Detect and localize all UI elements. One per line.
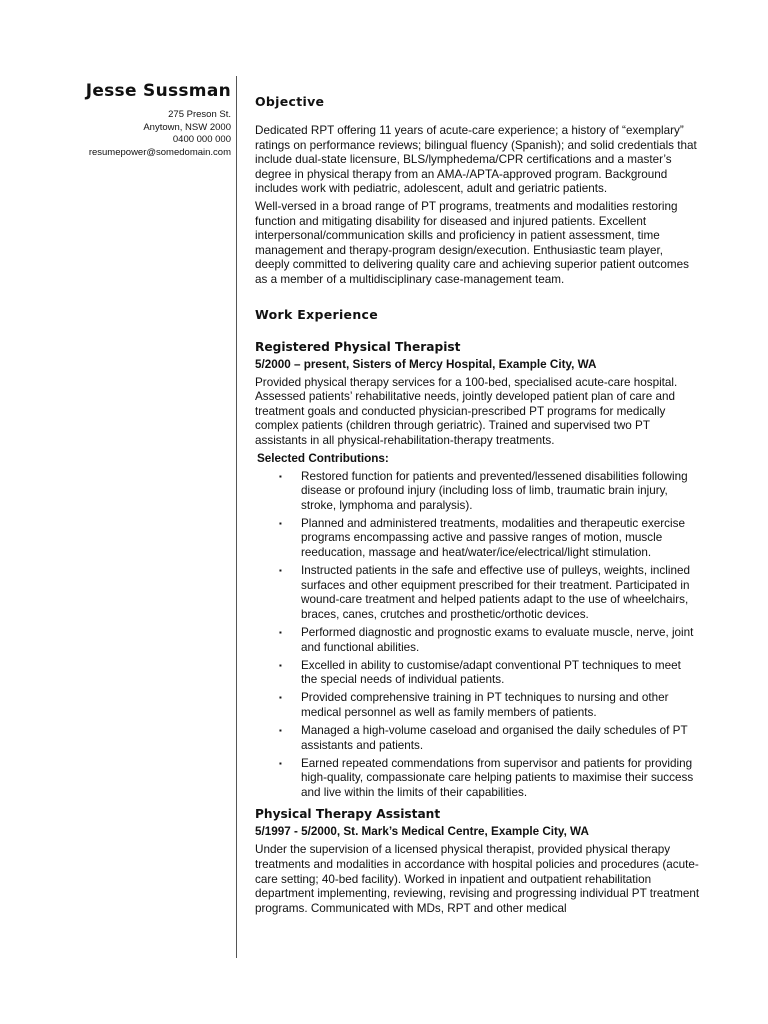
column-divider	[236, 76, 237, 958]
job-entry	[255, 806, 700, 916]
contribution-text: Excelled in ability to customise/adapt conventional PT techniques to meet the special needs of individual patients.	[301, 658, 681, 687]
list-item	[255, 659, 700, 688]
experience-section	[255, 307, 700, 917]
contact-block	[20, 80, 231, 159]
experience-heading: Work Experience	[255, 306, 378, 322]
list-item	[255, 626, 700, 655]
list-item	[255, 757, 700, 801]
contribution-text: Planned and administered treatments, modalities and therapeutic exercise programs encompassing active and passive ranges of motion, muscle reeducation, massage and heat/water/ice/electrical/light stimulation.	[301, 516, 685, 559]
list-item	[255, 470, 700, 514]
job-title: Physical Therapy Assistant	[255, 807, 441, 822]
job-dates-employer: 5/1997 - 5/2000, St. Mark’s Medical Centre, Example City, WA	[255, 825, 589, 839]
job-dates-employer: 5/2000 – present, Sisters of Mercy Hospital, Example City, WA	[255, 357, 597, 371]
contribution-text: Instructed patients in the safe and effective use of pulleys, weights, inclined surfaces and other equipment prescribed for their treatment. Participated in wound-care treatment and helped patients adapt to the use of wheelchairs, braces, canes, crutches and prosthetic/orthotic devices.	[301, 564, 690, 621]
email-address: resumepower@somedomain.com	[88, 146, 231, 158]
resume-body	[255, 94, 700, 916]
job-title: Registered Physical Therapist	[255, 339, 461, 354]
bullet-icon: ▪	[279, 758, 282, 768]
job-entry	[255, 339, 700, 801]
objective-heading: Objective	[255, 94, 325, 109]
list-item	[255, 691, 700, 720]
phone-number: 0400 000 000	[172, 134, 231, 145]
address-line-2: Anytown, NSW 2000	[143, 121, 231, 133]
job-description: Under the supervision of a licensed physical therapist, provided physical therapy treatments and modalities in accordance with hospital policies and procedures (acute-care setting; 40-bed facility). Worked in inpatient and outpatient rehabilitation department implementing, reviewing, revising and progressing individual PT treatment programs. Communicated with MDs, RPT and other medical	[255, 843, 700, 915]
bullet-icon: ▪	[279, 726, 282, 735]
contribution-text: Provided comprehensive training in PT techniques to nursing and other medical personnel as well as family members of patients.	[301, 691, 669, 719]
bullet-icon: ▪	[279, 660, 282, 670]
bullet-icon: ▪	[279, 627, 282, 637]
job-description: Provided physical therapy services for a 100-bed, specialised acute-care hospital. Assessed patients’ rehabilitative needs, jointly developed patient plan of care and treatment goals and conducted physician-prescribed PT programs for medically complex patients (children through geriatric). Trained and supervised two PT assistants in all physical-rehabilitation-therapy treatments.	[255, 375, 678, 447]
list-item	[255, 564, 700, 622]
contribution-text: Earned repeated commendations from supervisor and patients for providing high-quality, compassionate care helping patients to maximise their success and live within the limits of their capabilities.	[301, 756, 694, 799]
objective-paragraph-2: Well-versed in a broad range of PT programs, treatments and modalities restoring function and mitigating disability for diseased and injured patients. Excellent interpersonal/communication skills and proficiency in patient assessment, time management and therapy-program design/execution. Enthusiastic team player, deeply committed to delivering quality care and achieving superior patient outcomes as a member of a multidisciplinary case-management team.	[255, 199, 689, 286]
address-line-1: 275 Preson St.	[168, 109, 231, 120]
contributions-list	[255, 470, 700, 801]
contribution-text: Managed a high-volume caseload and organised the daily schedules of PT assistants and patients.	[301, 724, 688, 752]
objective-paragraph-1: Dedicated RPT offering 11 years of acute-care experience; a history of “exemplary” ratings on performance reviews; bilingual fluency (Spanish); and solid credentials that include dual-state licensure, BLS/lymphedema/CPR certifications and a master’s degree in physical therapy from an AMA-/APTA-approved program. Background includes work with pediatric, adolescent, adult and geriatric patients.	[255, 124, 697, 196]
candidate-name: Jesse Sussman	[85, 81, 231, 101]
objective-section	[255, 94, 700, 288]
list-item	[255, 724, 700, 753]
bullet-icon: ▪	[279, 471, 282, 481]
list-item	[255, 517, 700, 561]
bullet-icon: ▪	[279, 518, 282, 528]
contributions-label: Selected Contributions:	[257, 451, 389, 465]
contribution-text: Performed diagnostic and prognostic exams to evaluate muscle, nerve, joint and functional abilities.	[301, 625, 694, 654]
bullet-icon: ▪	[279, 693, 282, 703]
bullet-icon: ▪	[279, 566, 282, 576]
contribution-text: Restored function for patients and prevented/lessened disabilities following disease or profound injury (including loss of limb, traumatic brain injury, stroke, lymphoma and paralysis).	[301, 469, 688, 512]
